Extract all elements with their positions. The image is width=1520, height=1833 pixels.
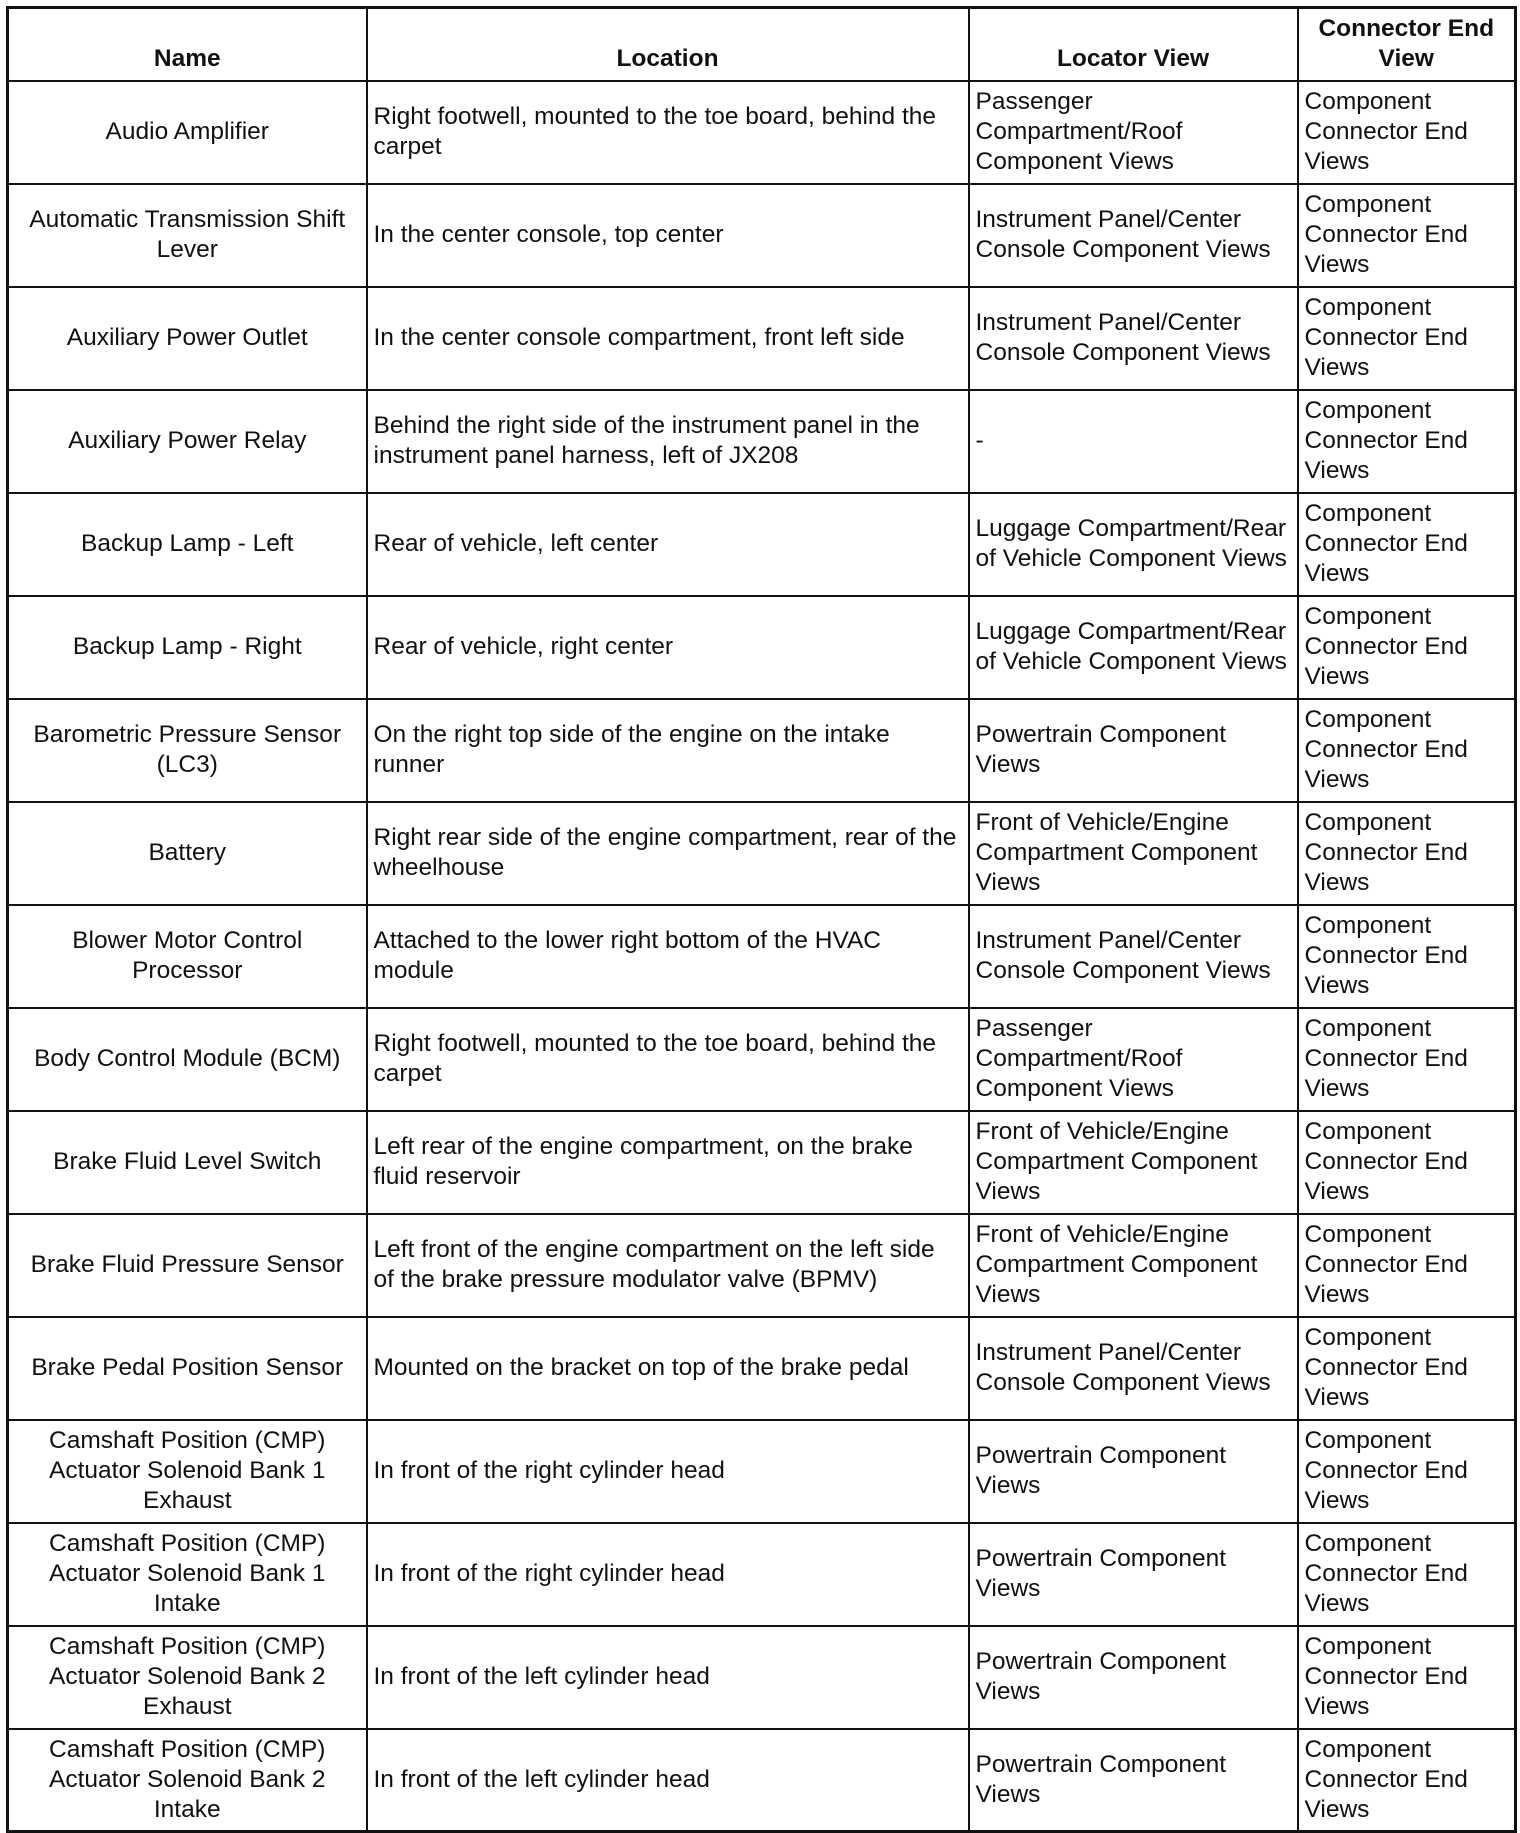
table-row bbox=[8, 184, 1516, 287]
cell-connector-end-view: Component Connector End Views bbox=[1298, 802, 1516, 905]
table-row bbox=[8, 390, 1516, 493]
table-row bbox=[8, 1111, 1516, 1214]
cell-name: Camshaft Position (CMP) Actuator Solenoid Bank 2 Intake bbox=[8, 1729, 367, 1832]
cell-connector-end-view: Component Connector End Views bbox=[1298, 1008, 1516, 1111]
cell-name: Backup Lamp - Left bbox=[8, 493, 367, 596]
cell-name: Brake Fluid Pressure Sensor bbox=[8, 1214, 367, 1317]
cell-name: Auxiliary Power Relay bbox=[8, 390, 367, 493]
cell-connector-end-view: Component Connector End Views bbox=[1298, 1523, 1516, 1626]
cell-locator-view: Instrument Panel/Center Console Component Views bbox=[969, 905, 1298, 1008]
cell-locator-view: Powertrain Component Views bbox=[969, 1729, 1298, 1832]
table-row bbox=[8, 1626, 1516, 1729]
cell-location: Rear of vehicle, left center bbox=[367, 493, 969, 596]
cell-connector-end-view: Component Connector End Views bbox=[1298, 905, 1516, 1008]
cell-connector-end-view: Component Connector End Views bbox=[1298, 1214, 1516, 1317]
cell-location: In the center console, top center bbox=[367, 184, 969, 287]
cell-locator-view: Front of Vehicle/Engine Compartment Component Views bbox=[969, 1214, 1298, 1317]
cell-location: In front of the right cylinder head bbox=[367, 1420, 969, 1523]
table-row bbox=[8, 1729, 1516, 1832]
cell-locator-view: Luggage Compartment/Rear of Vehicle Component Views bbox=[969, 596, 1298, 699]
table-row bbox=[8, 699, 1516, 802]
table-row bbox=[8, 287, 1516, 390]
cell-location: Mounted on the bracket on top of the brake pedal bbox=[367, 1317, 969, 1420]
cell-connector-end-view: Component Connector End Views bbox=[1298, 390, 1516, 493]
cell-connector-end-view: Component Connector End Views bbox=[1298, 596, 1516, 699]
header-name: Name bbox=[8, 8, 367, 81]
cell-connector-end-view: Component Connector End Views bbox=[1298, 699, 1516, 802]
cell-location: In the center console compartment, front left side bbox=[367, 287, 969, 390]
cell-connector-end-view: Component Connector End Views bbox=[1298, 1626, 1516, 1729]
cell-name: Camshaft Position (CMP) Actuator Solenoid Bank 1 Exhaust bbox=[8, 1420, 367, 1523]
cell-location: In front of the right cylinder head bbox=[367, 1523, 969, 1626]
table-row bbox=[8, 81, 1516, 184]
cell-connector-end-view: Component Connector End Views bbox=[1298, 81, 1516, 184]
cell-connector-end-view: Component Connector End Views bbox=[1298, 1317, 1516, 1420]
cell-connector-end-view: Component Connector End Views bbox=[1298, 493, 1516, 596]
table-row bbox=[8, 493, 1516, 596]
cell-locator-view: Luggage Compartment/Rear of Vehicle Component Views bbox=[969, 493, 1298, 596]
cell-name: Brake Pedal Position Sensor bbox=[8, 1317, 367, 1420]
cell-name: Backup Lamp - Right bbox=[8, 596, 367, 699]
table-row bbox=[8, 596, 1516, 699]
header-connector-end-view: Connector End View bbox=[1298, 8, 1516, 81]
cell-location: In front of the left cylinder head bbox=[367, 1626, 969, 1729]
cell-location: On the right top side of the engine on the intake runner bbox=[367, 699, 969, 802]
cell-name: Auxiliary Power Outlet bbox=[8, 287, 367, 390]
cell-location: Rear of vehicle, right center bbox=[367, 596, 969, 699]
cell-locator-view: Powertrain Component Views bbox=[969, 699, 1298, 802]
cell-name: Barometric Pressure Sensor (LC3) bbox=[8, 699, 367, 802]
cell-name: Automatic Transmission Shift Lever bbox=[8, 184, 367, 287]
cell-locator-view: Instrument Panel/Center Console Component Views bbox=[969, 287, 1298, 390]
table-row bbox=[8, 1420, 1516, 1523]
cell-location: Behind the right side of the instrument panel in the instrument panel harness, left of JX208 bbox=[367, 390, 969, 493]
cell-locator-view: Passenger Compartment/Roof Component Views bbox=[969, 1008, 1298, 1111]
table-row bbox=[8, 1523, 1516, 1626]
table-row bbox=[8, 1317, 1516, 1420]
cell-locator-view: Instrument Panel/Center Console Component Views bbox=[969, 1317, 1298, 1420]
header-location: Location bbox=[367, 8, 969, 81]
cell-locator-view: Instrument Panel/Center Console Component Views bbox=[969, 184, 1298, 287]
cell-name: Battery bbox=[8, 802, 367, 905]
header-row bbox=[8, 8, 1516, 81]
table-row bbox=[8, 802, 1516, 905]
cell-name: Audio Amplifier bbox=[8, 81, 367, 184]
cell-name: Body Control Module (BCM) bbox=[8, 1008, 367, 1111]
cell-location: Attached to the lower right bottom of the HVAC module bbox=[367, 905, 969, 1008]
cell-locator-view: Powertrain Component Views bbox=[969, 1420, 1298, 1523]
cell-connector-end-view: Component Connector End Views bbox=[1298, 1111, 1516, 1214]
cell-connector-end-view: Component Connector End Views bbox=[1298, 1729, 1516, 1832]
component-locator-table bbox=[6, 6, 1517, 1833]
cell-location: Right footwell, mounted to the toe board, behind the carpet bbox=[367, 81, 969, 184]
cell-name: Camshaft Position (CMP) Actuator Solenoid Bank 1 Intake bbox=[8, 1523, 367, 1626]
cell-location: Left front of the engine compartment on the left side of the brake pressure modulator valve (BPMV) bbox=[367, 1214, 969, 1317]
cell-locator-view: Front of Vehicle/Engine Compartment Component Views bbox=[969, 802, 1298, 905]
cell-locator-view: Passenger Compartment/Roof Component Views bbox=[969, 81, 1298, 184]
table-row bbox=[8, 905, 1516, 1008]
cell-location: Right footwell, mounted to the toe board, behind the carpet bbox=[367, 1008, 969, 1111]
cell-name: Camshaft Position (CMP) Actuator Solenoid Bank 2 Exhaust bbox=[8, 1626, 367, 1729]
cell-name: Blower Motor Control Processor bbox=[8, 905, 367, 1008]
cell-name: Brake Fluid Level Switch bbox=[8, 1111, 367, 1214]
component-locator-table-wrapper bbox=[6, 6, 1514, 1833]
cell-locator-view: Powertrain Component Views bbox=[969, 1523, 1298, 1626]
cell-connector-end-view: Component Connector End Views bbox=[1298, 287, 1516, 390]
table-header bbox=[8, 8, 1516, 81]
cell-location: Right rear side of the engine compartment, rear of the wheelhouse bbox=[367, 802, 969, 905]
header-locator-view: Locator View bbox=[969, 8, 1298, 81]
cell-location: Left rear of the engine compartment, on the brake fluid reservoir bbox=[367, 1111, 969, 1214]
cell-connector-end-view: Component Connector End Views bbox=[1298, 184, 1516, 287]
cell-locator-view: Front of Vehicle/Engine Compartment Component Views bbox=[969, 1111, 1298, 1214]
cell-location: In front of the left cylinder head bbox=[367, 1729, 969, 1832]
cell-connector-end-view: Component Connector End Views bbox=[1298, 1420, 1516, 1523]
table-row bbox=[8, 1008, 1516, 1111]
cell-locator-view: - bbox=[969, 390, 1298, 493]
cell-locator-view: Powertrain Component Views bbox=[969, 1626, 1298, 1729]
table-body bbox=[8, 81, 1516, 1832]
table-row bbox=[8, 1214, 1516, 1317]
